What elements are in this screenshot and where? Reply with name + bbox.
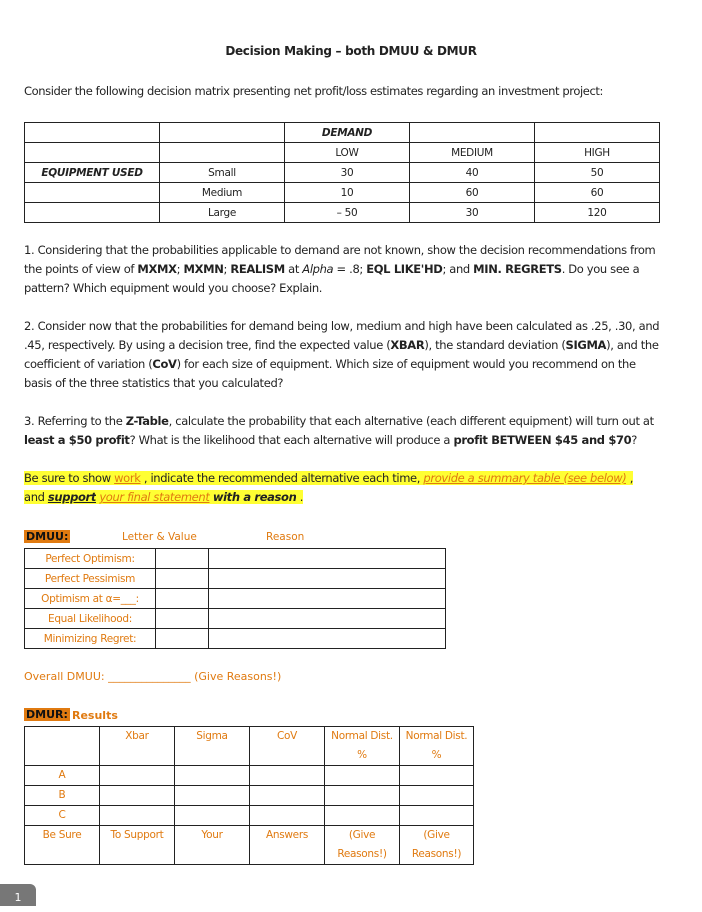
matrix-value: 40 xyxy=(410,163,535,183)
matrix-value: 60 xyxy=(535,183,660,203)
dmuu-criterion: Optimism at α=___: xyxy=(25,589,156,609)
overall-dmuu: Overall DMUU: _______________ (Give Reasons!) xyxy=(24,670,282,683)
demand-level: MEDIUM xyxy=(410,143,535,163)
dmur-results-label: Results xyxy=(72,709,118,722)
dmuu-criterion: Perfect Pessimism xyxy=(25,569,156,589)
dmur-header xyxy=(24,707,224,725)
col-cov: CoV xyxy=(250,727,325,766)
table-row xyxy=(25,766,474,786)
matrix-value: 30 xyxy=(410,203,535,223)
question-2: 2. Consider now that the probabilities for demand being low, medium and high have been calculated as .25, .30, and .45, respectively. By using a decision tree, find the expected value (XBAR), the standard deviation (SIGMA), and the coefficient of variation (CoV) for each size of equipment. Which size of equipment would you recommend on the basis of the three statistics that you calculated? xyxy=(24,319,660,390)
alternative-label: C xyxy=(25,806,100,826)
equipment-size: Small xyxy=(160,163,285,183)
decision-matrix xyxy=(24,122,660,223)
demand-level: HIGH xyxy=(535,143,660,163)
matrix-value: 60 xyxy=(410,183,535,203)
dmuu-criterion: Minimizing Regret: xyxy=(25,629,156,649)
alternative-label: B xyxy=(25,786,100,806)
dmuu-table xyxy=(24,548,446,649)
dmuu-col-reason: Reason xyxy=(266,531,305,543)
col-sigma: Sigma xyxy=(175,727,250,766)
matrix-value: 50 xyxy=(535,163,660,183)
matrix-row xyxy=(25,163,660,183)
intro-text: Consider the following decision matrix presenting net profit/loss estimates regarding an investment project: xyxy=(24,84,603,98)
col-normal-dist: Normal Dist. % xyxy=(325,727,400,766)
matrix-value: – 50 xyxy=(285,203,410,223)
table-row xyxy=(25,589,446,609)
alternative-label: A xyxy=(25,766,100,786)
dmuu-criterion: Perfect Optimism: xyxy=(25,549,156,569)
matrix-row xyxy=(25,203,660,223)
dmur-label: DMUR: xyxy=(26,708,68,721)
table-row xyxy=(25,786,474,806)
page-title: Decision Making – both DMUU & DMUR xyxy=(225,44,477,58)
matrix-levels-row xyxy=(25,143,660,163)
dmur-table xyxy=(24,726,474,865)
equipment-header: EQUIPMENT USED xyxy=(25,163,160,183)
matrix-row xyxy=(25,183,660,203)
demand-header: DEMAND xyxy=(285,123,410,143)
table-row xyxy=(25,806,474,826)
dmuu-col-letter: Letter & Value xyxy=(122,531,197,543)
table-header-row xyxy=(25,727,474,766)
table-row xyxy=(25,609,446,629)
table-footer-row: Be Sure To Support Your Answers (Give Reasons!) (Give Reasons!) xyxy=(25,826,474,865)
table-row xyxy=(25,549,446,569)
equipment-size: Large xyxy=(160,203,285,223)
col-normal-dist: Normal Dist. % xyxy=(400,727,474,766)
page-number-badge: 1 xyxy=(0,884,36,906)
table-row xyxy=(25,569,446,589)
matrix-value: 10 xyxy=(285,183,410,203)
dmuu-header xyxy=(24,529,446,547)
matrix-header-row xyxy=(25,123,660,143)
matrix-value: 30 xyxy=(285,163,410,183)
matrix-value: 120 xyxy=(535,203,660,223)
table-row xyxy=(25,629,446,649)
demand-level: LOW xyxy=(285,143,410,163)
question-1: 1. Considering that the probabilities applicable to demand are not known, show the decision recommendations from the points of view of MXMX; MXMN; REALISM at Alpha = .8; EQL LIKE'HD; and MIN. REGRETS. Do you see a pattern? Which equipment would you choose? Explain. xyxy=(24,243,656,295)
instruction-note: Be sure to show work , indicate the recommended alternative each time, provide a summary table (see below) , and support your final statement with a reason . xyxy=(24,471,634,504)
dmuu-label: DMUU: xyxy=(26,530,69,543)
question-3: 3. Referring to the Z-Table, calculate the probability that each alternative (each different equipment) will turn out at least a $50 profit? What is the likelihood that each alternative will produce a profit BETWEEN $45 and $70? xyxy=(24,414,654,447)
equipment-size: Medium xyxy=(160,183,285,203)
dmuu-criterion: Equal Likelihood: xyxy=(25,609,156,629)
col-xbar: Xbar xyxy=(100,727,175,766)
